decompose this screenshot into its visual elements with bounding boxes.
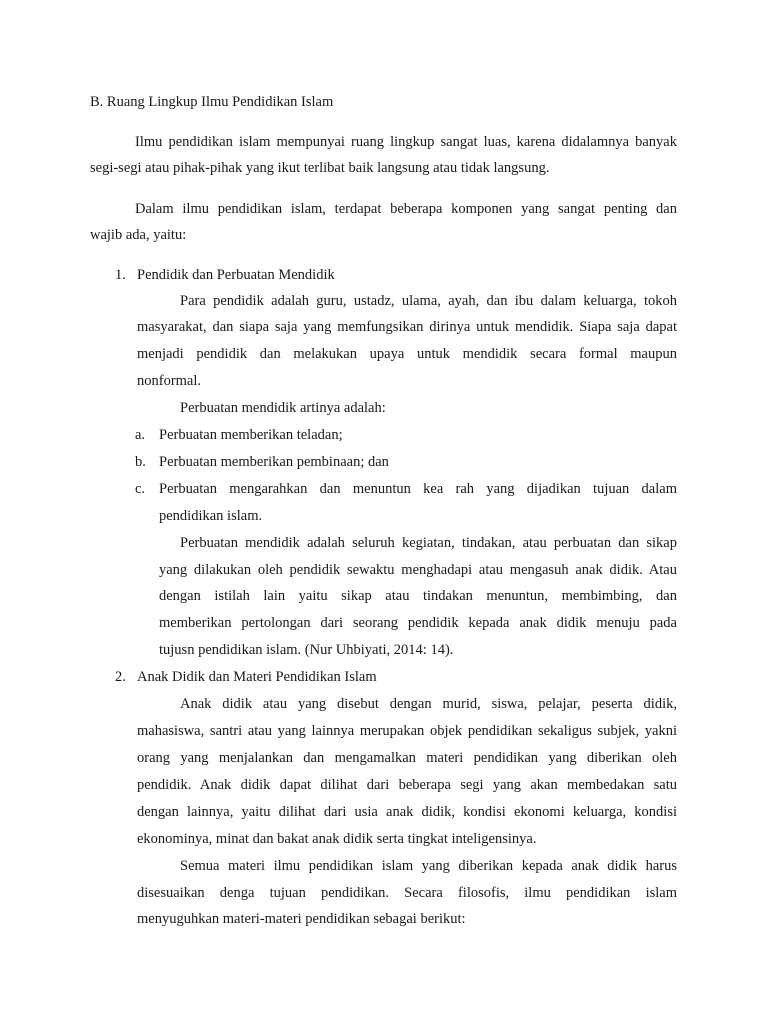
paragraph-line: mahasiswa, santri atau yang lainnya merupakan objek pendidikan sekaligus subjek, yakni (137, 723, 677, 739)
sub-list-letter: b. (135, 454, 146, 470)
section-heading: B. Ruang Lingkup Ilmu Pendidikan Islam (90, 94, 334, 110)
paragraph-line: disesuaikan denga tujuan pendidikan. Secara filosofis, ilmu pendidikan islam (137, 885, 677, 901)
paragraph-line: orang yang menjalankan dan mengamalkan materi pendidikan yang diberikan oleh (137, 750, 677, 766)
list-number: 1. (115, 267, 126, 283)
list-item-title: Anak Didik dan Materi Pendidikan Islam (137, 669, 377, 685)
paragraph-line: ekonominya, minat dan bakat anak didik serta tingkat inteligensinya. (137, 831, 537, 847)
sub-list-item: pendidikan islam. (159, 508, 263, 524)
list-item-title: Pendidik dan Perbuatan Mendidik (137, 267, 335, 283)
paragraph-line: nonformal. (137, 373, 202, 389)
paragraph-line: wajib ada, yaitu: (90, 227, 187, 243)
paragraph-line: Dalam ilmu pendidikan islam, terdapat beberapa komponen yang sangat penting dan (135, 201, 677, 217)
paragraph-line: dengan lainnya, yaitu dilihat dari usia anak didik, kondisi ekonomi keluarga, kondisi (137, 804, 677, 820)
sub-list-letter: c. (135, 481, 146, 497)
paragraph-line: Perbuatan mendidik artinya adalah: (180, 400, 386, 416)
paragraph-line: yang dilakukan oleh pendidik sewaktu menghadapi atau mengasuh anak didik. Atau (159, 562, 677, 578)
paragraph-line: masyarakat, dan siapa saja yang memfungsikan dirinya untuk mendidik. Siapa saja dapat (137, 319, 677, 335)
paragraph-line: Ilmu pendidikan islam mempunyai ruang lingkup sangat luas, karena didalamnya banyak (135, 134, 677, 150)
paragraph-line: memberikan pertolongan dari seorang pendidik kepada anak didik menuju pada (159, 615, 677, 631)
paragraph-line: Semua materi ilmu pendidikan islam yang diberikan kepada anak didik harus (180, 858, 677, 874)
paragraph-line: menyuguhkan materi-materi pendidikan sebagai berikut: (137, 911, 466, 927)
paragraph-line: Anak didik atau yang disebut dengan murid, siswa, pelajar, peserta didik, (180, 696, 677, 712)
paragraph-line: pendidik. Anak didik dapat dilihat dari beberapa segi yang akan membedakan satu (137, 777, 677, 793)
sub-list-letter: a. (135, 427, 146, 443)
list-number: 2. (115, 669, 126, 685)
paragraph-line: Perbuatan mendidik adalah seluruh kegiatan, tindakan, atau perbuatan dan sikap (180, 535, 677, 551)
sub-list-item: Perbuatan mengarahkan dan menuntun kea rah yang dijadikan tujuan dalam (159, 481, 677, 497)
paragraph-line: menjadi pendidik dan melakukan upaya untuk mendidik secara formal maupun (137, 346, 677, 362)
paragraph-line: dengan istilah lain yaitu sikap atau tindakan menuntun, membimbing, dan (159, 588, 677, 604)
paragraph-line: segi-segi atau pihak-pihak yang ikut terlibat baik langsung atau tidak langsung. (90, 160, 550, 176)
paragraph-line: tujusn pendidikan islam. (Nur Uhbiyati, 2014: 14). (159, 642, 454, 658)
sub-list-item: Perbuatan memberikan teladan; (159, 427, 343, 443)
sub-list-item: Perbuatan memberikan pembinaan; dan (159, 454, 389, 470)
paragraph-line: Para pendidik adalah guru, ustadz, ulama, ayah, dan ibu dalam keluarga, tokoh (180, 293, 677, 309)
